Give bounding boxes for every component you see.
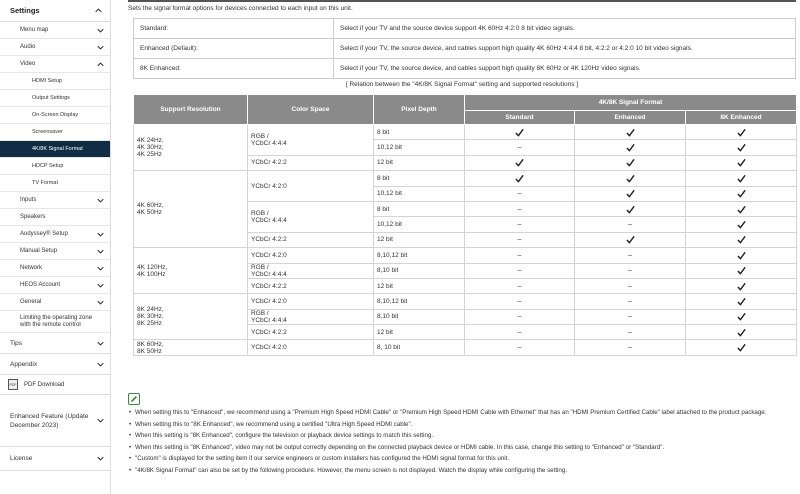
- intro-text: Sets the signal format options for devices connected to each input on this unit.: [128, 5, 353, 12]
- checkmark-icon: [626, 158, 635, 167]
- checkmark-icon: [737, 220, 746, 229]
- header-enhanced: Enhanced: [575, 111, 686, 125]
- dash-mark: –: [628, 328, 632, 336]
- tips-label: Tips: [10, 339, 23, 347]
- unsupported-cell: [465, 309, 575, 324]
- support-cell: [686, 186, 797, 201]
- support-cell: [575, 125, 686, 140]
- support-cell: [686, 232, 797, 247]
- sidebar-item-label: HDCP Setup: [32, 163, 64, 169]
- checkmark-icon: [737, 189, 746, 198]
- unsupported-cell: [465, 201, 575, 216]
- table-row: [134, 340, 797, 355]
- checkmark-icon: [515, 128, 524, 137]
- color-space-cell: RGB / YCbCr 4:4:4: [248, 201, 374, 232]
- checkmark-icon: [737, 266, 746, 275]
- support-cell: [575, 171, 686, 186]
- dash-mark: –: [628, 251, 632, 259]
- resolution-cell: 8K 24Hz, 8K 30Hz, 8K 25Hz: [134, 294, 248, 340]
- sidebar-item-network[interactable]: [0, 260, 110, 277]
- support-cell: [686, 125, 797, 140]
- dash-mark: –: [517, 190, 522, 198]
- checkmark-icon: [515, 158, 524, 167]
- dash-mark: –: [517, 282, 522, 290]
- sidebar-item-label: General: [20, 299, 42, 305]
- support-cell: [686, 171, 797, 186]
- sidebar-item-label: TV Format: [32, 180, 58, 186]
- sidebar-item-general[interactable]: [0, 294, 110, 311]
- support-cell: [575, 201, 686, 216]
- checkmark-icon: [626, 174, 635, 183]
- sidebar-item-label: Network: [20, 265, 43, 271]
- checkmark-icon: [737, 251, 746, 260]
- note-item: • "4K/8K Signal Format" can also be set by the following procedure. However, the menu screen is not displayed. Watch the display while configuring the setting.: [128, 467, 796, 476]
- support-cell: [686, 325, 797, 340]
- pixel-depth-cell: 8,10 bit: [374, 263, 465, 278]
- checkmark-icon: [626, 235, 635, 244]
- header-support-resolution: Support Resolution: [134, 95, 248, 125]
- table-row: [134, 294, 797, 309]
- pixel-depth-cell: 10,12 bit: [374, 217, 465, 232]
- checkmark-icon: [737, 174, 746, 183]
- sidebar-item-label: Manual Setup: [20, 248, 58, 254]
- sidebar-item-label: On-Screen Display: [32, 112, 79, 118]
- option-key: Enhanced (Default):: [134, 39, 334, 59]
- color-space-cell: YCbCr 4:2:2: [248, 325, 374, 340]
- sidebar-item-tv-format[interactable]: [0, 175, 110, 192]
- chevron-down-icon: [97, 44, 104, 51]
- sidebar-item-label: Menu map: [20, 27, 49, 33]
- pixel-depth-cell: 8,10 bit: [374, 309, 465, 324]
- dash-mark: –: [517, 144, 522, 152]
- table-row: [134, 171, 797, 186]
- unsupported-cell: [575, 309, 686, 324]
- pixel-depth-cell: 8, 10 bit: [374, 340, 465, 355]
- unsupported-cell: [465, 325, 575, 340]
- notes-list: [128, 409, 796, 479]
- option-description: Select if your TV, the source device, and cables support high quality 4K 60Hz 4:4:4 8 bit, 4:2:2 or 4:2:0 10 bit video signals.: [334, 39, 796, 59]
- sidebar-item-label: Limiting the operating zone with the remote control: [20, 314, 93, 328]
- pixel-depth-cell: 8,10,12 bit: [374, 294, 465, 309]
- checkmark-icon: [737, 235, 746, 244]
- checkmark-icon: [737, 143, 746, 152]
- sidebar-item-inputs[interactable]: [0, 192, 110, 209]
- option-row: [134, 19, 796, 39]
- header-8k-enhanced: 8K Enhanced: [686, 111, 797, 125]
- pdf-download-link[interactable]: [0, 375, 110, 395]
- support-cell: [686, 217, 797, 232]
- resolution-cell: 4K 60Hz, 4K 50Hz: [134, 171, 248, 248]
- chevron-up-icon: [95, 7, 102, 14]
- unsupported-cell: [465, 248, 575, 263]
- enhanced-feature-label: Enhanced Feature (Update December 2023): [10, 412, 89, 429]
- support-cell: [465, 155, 575, 170]
- pixel-depth-cell: 10,12 bit: [374, 140, 465, 155]
- note-item: • When this setting is "8K Enhanced", configure the television or playback device settings to match this setting.: [128, 432, 796, 441]
- sidebar-item-hdcp-setup[interactable]: [0, 158, 110, 175]
- unsupported-cell: [465, 340, 575, 355]
- unsupported-cell: [575, 263, 686, 278]
- checkmark-icon: [737, 282, 746, 291]
- sidebar-item-limiting-zone[interactable]: [0, 311, 110, 333]
- checkmark-icon: [626, 143, 635, 152]
- chevron-down-icon: [97, 265, 104, 272]
- dash-mark: –: [628, 221, 632, 229]
- sidebar-item-label: Screensaver: [32, 129, 63, 135]
- chevron-down-icon: [97, 282, 104, 289]
- color-space-cell: YCbCr 4:2:0: [248, 171, 374, 202]
- chevron-down-icon: [97, 248, 104, 255]
- signal-format-table: [133, 94, 797, 356]
- support-cell: [686, 309, 797, 324]
- sidebar-item-label: 4K/8K Signal Format: [32, 146, 83, 152]
- checkmark-icon: [515, 174, 524, 183]
- pixel-depth-cell: 8 bit: [374, 201, 465, 216]
- support-cell: [686, 278, 797, 293]
- pixel-depth-cell: 12 bit: [374, 325, 465, 340]
- checkmark-icon: [737, 312, 746, 321]
- sidebar-item-audyssey-setup[interactable]: [0, 226, 110, 243]
- option-row: [134, 39, 796, 59]
- pdf-download-label: PDF Download: [24, 381, 65, 388]
- options-table: [133, 18, 796, 79]
- sidebar-item-screensaver[interactable]: [0, 124, 110, 141]
- top-rule: [128, 0, 796, 2]
- chevron-down-icon: [97, 455, 104, 462]
- option-description: Select if your TV, the source device, and cables support high quality 8K 60Hz or 4K 120Hz video signals.: [334, 59, 796, 79]
- unsupported-cell: [575, 340, 686, 355]
- unsupported-cell: [465, 263, 575, 278]
- header-signal-format: 4K/8K Signal Format: [465, 95, 797, 111]
- unsupported-cell: [465, 217, 575, 232]
- pixel-depth-cell: 8 bit: [374, 171, 465, 186]
- sidebar-item-label: Output Settings: [32, 95, 70, 101]
- relation-caption: [ Relation between the "4K/8K Signal Format" setting and supported resolutions ]: [345, 81, 579, 88]
- unsupported-cell: [575, 294, 686, 309]
- support-cell: [465, 171, 575, 186]
- sidebar-settings-header[interactable]: [0, 0, 110, 22]
- header-pixel-depth: Pixel Depth: [374, 95, 465, 125]
- pixel-depth-cell: 8 bit: [374, 125, 465, 140]
- table-row: [134, 248, 797, 263]
- pixel-depth-cell: 12 bit: [374, 278, 465, 293]
- dash-mark: –: [628, 297, 632, 305]
- pencil-note-icon: [128, 393, 140, 405]
- dash-mark: –: [628, 313, 632, 321]
- chevron-down-icon: [97, 27, 104, 34]
- unsupported-cell: [465, 186, 575, 201]
- sidebar-item-4k-8k-signal-format[interactable]: [0, 141, 110, 158]
- dash-mark: –: [517, 344, 522, 352]
- sidebar-item-label: Speakers: [20, 214, 46, 220]
- sidebar-item-audio[interactable]: [0, 39, 110, 56]
- support-cell: [686, 263, 797, 278]
- dash-mark: –: [628, 267, 632, 275]
- dash-mark: –: [628, 282, 632, 290]
- unsupported-cell: [465, 294, 575, 309]
- color-space-cell: YCbCr 4:2:0: [248, 294, 374, 309]
- main-content: [128, 0, 796, 494]
- resolution-cell: 4K 24Hz, 4K 30Hz, 4K 25Hz: [134, 125, 248, 171]
- chevron-down-icon: [97, 231, 104, 238]
- chevron-down-icon: [97, 417, 104, 424]
- support-cell: [686, 248, 797, 263]
- unsupported-cell: [465, 232, 575, 247]
- support-cell: [686, 201, 797, 216]
- sidebar-item-heos-account[interactable]: [0, 277, 110, 294]
- dash-mark: –: [517, 251, 522, 259]
- support-cell: [465, 125, 575, 140]
- pixel-depth-cell: 8,10,12 bit: [374, 248, 465, 263]
- dash-mark: –: [517, 328, 522, 336]
- option-key: Standard:: [134, 19, 334, 39]
- sidebar-section-enhanced-feature[interactable]: [0, 395, 110, 447]
- resolution-cell: 4K 120Hz, 4K 100Hz: [134, 248, 248, 294]
- checkmark-icon: [737, 297, 746, 306]
- checkmark-icon: [626, 205, 635, 214]
- dash-mark: –: [517, 297, 522, 305]
- sidebar-item-hdmi-setup[interactable]: [0, 73, 110, 90]
- dash-mark: –: [517, 205, 522, 213]
- dash-mark: –: [517, 313, 522, 321]
- color-space-cell: YCbCr 4:2:2: [248, 155, 374, 170]
- checkmark-icon: [626, 128, 635, 137]
- resolution-cell: 8K 60Hz, 8K 50Hz: [134, 340, 248, 355]
- chevron-down-icon: [97, 361, 104, 368]
- checkmark-icon: [737, 158, 746, 167]
- header-standard: Standard: [465, 111, 575, 125]
- color-space-cell: YCbCr 4:2:0: [248, 248, 374, 263]
- support-cell: [575, 155, 686, 170]
- dash-mark: –: [517, 267, 522, 275]
- unsupported-cell: [575, 325, 686, 340]
- checkmark-icon: [626, 189, 635, 198]
- color-space-cell: YCbCr 4:2:0: [248, 340, 374, 355]
- color-space-cell: RGB / YCbCr 4:4:4: [248, 125, 374, 156]
- sidebar-item-menu-map[interactable]: [0, 22, 110, 39]
- color-space-cell: YCbCr 4:2:2: [248, 278, 374, 293]
- chevron-down-icon: [97, 340, 104, 347]
- sidebar: [0, 0, 111, 494]
- sidebar-item-label: HEOS Account: [20, 282, 61, 288]
- note-item: • "Custom" is displayed for the setting item if our service engineers or custom installers has configured the HDMI signal format for this unit.: [128, 455, 796, 464]
- support-cell: [686, 140, 797, 155]
- unsupported-cell: [575, 217, 686, 232]
- option-row: [134, 59, 796, 79]
- pixel-depth-cell: 10,12 bit: [374, 186, 465, 201]
- note-item: • When this setting is "8K Enhanced", video may not be output correctly depending on the connected playback device or HDMI cable. In this case, change this setting to "Enhanced" or "Standard".: [128, 444, 796, 453]
- license-label: License: [10, 455, 33, 462]
- chevron-up-icon: [97, 61, 104, 68]
- unsupported-cell: [465, 278, 575, 293]
- color-space-cell: RGB / YCbCr 4:4:4: [248, 263, 374, 278]
- sidebar-item-label: HDMI Setup: [32, 78, 62, 84]
- note-item: • When setting this to "Enhanced", we recommend using a "Premium High Speed HDMI Cable" or "Premium High Speed HDMI Cable with Ethernet" that has an "HDMI Premium Certified Cable" label attached to the product package.: [128, 409, 796, 418]
- support-cell: [575, 186, 686, 201]
- unsupported-cell: [575, 278, 686, 293]
- sidebar-item-video[interactable]: [0, 56, 110, 73]
- table-row: [134, 125, 797, 140]
- dash-mark: –: [517, 221, 522, 229]
- note-item: • When setting this to "8K Enhanced", we recommend using a certified "Ultra High Speed HDMI cable".: [128, 421, 796, 430]
- header-color-space: Color Space: [248, 95, 374, 125]
- sidebar-item-label: Audio: [20, 44, 36, 50]
- checkmark-icon: [737, 128, 746, 137]
- chevron-down-icon: [97, 197, 104, 204]
- appendix-label: Appendix: [10, 360, 38, 368]
- support-cell: [686, 294, 797, 309]
- sidebar-item-label: Inputs: [20, 197, 37, 203]
- sidebar-item-output-settings[interactable]: [0, 90, 110, 107]
- support-cell: [575, 140, 686, 155]
- support-cell: [575, 232, 686, 247]
- sidebar-section-license[interactable]: [0, 447, 110, 471]
- support-cell: [686, 340, 797, 355]
- checkmark-icon: [737, 205, 746, 214]
- support-cell: [686, 155, 797, 170]
- sidebar-item-speakers[interactable]: [0, 209, 110, 226]
- pixel-depth-cell: 12 bit: [374, 155, 465, 170]
- dash-mark: –: [628, 344, 632, 352]
- dash-mark: –: [517, 236, 522, 244]
- sidebar-item-label: Audyssey® Setup: [20, 231, 68, 237]
- option-key: 8K Enhanced:: [134, 59, 334, 79]
- checkmark-icon: [737, 328, 746, 337]
- unsupported-cell: [465, 140, 575, 155]
- pdf-file-icon: PDF: [8, 379, 18, 390]
- checkmark-icon: [737, 343, 746, 352]
- color-space-cell: RGB / YCbCr 4:4:4: [248, 309, 374, 324]
- sidebar-section-appendix[interactable]: [0, 354, 110, 375]
- sidebar-item-label: Video: [20, 61, 36, 67]
- sidebar-section-tips[interactable]: [0, 333, 110, 354]
- sidebar-item-manual-setup[interactable]: [0, 243, 110, 260]
- chevron-down-icon: [97, 299, 104, 306]
- color-space-cell: YCbCr 4:2:2: [248, 232, 374, 247]
- pixel-depth-cell: 12 bit: [374, 232, 465, 247]
- option-description: Select if your TV and the source device support 4K 60Hz 4:2:0 8 bit video signals.: [334, 19, 796, 39]
- settings-label: Settings: [10, 6, 40, 15]
- unsupported-cell: [575, 248, 686, 263]
- sidebar-item-on-screen-display[interactable]: [0, 107, 110, 124]
